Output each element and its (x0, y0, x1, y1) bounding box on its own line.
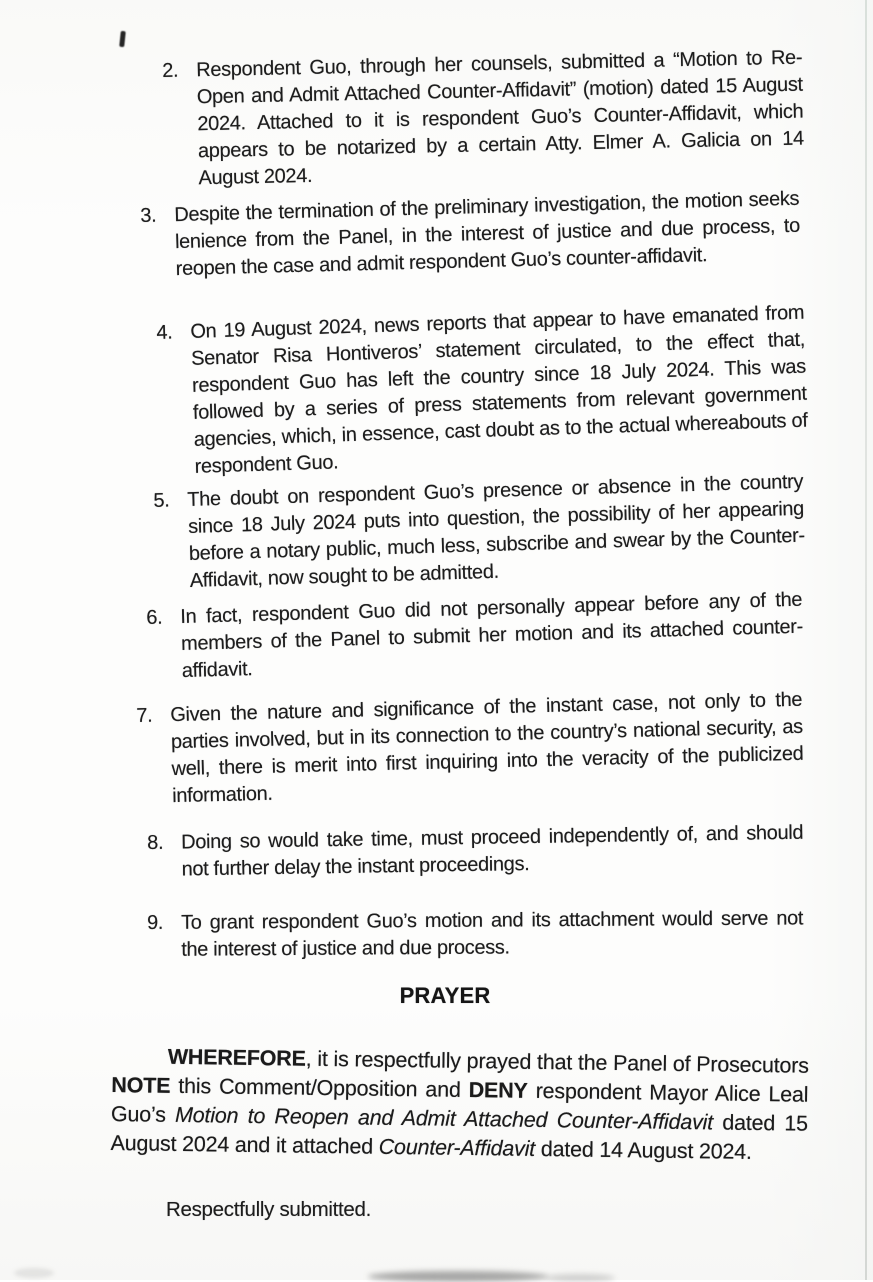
text-segment: , it is respectfully prayed that the Panel of Prosecutors (305, 1046, 809, 1078)
closing-line: Respectfully submitted. (166, 1198, 372, 1221)
paragraph-text: In fact, respondent Guo did not personally appear before any of the members of the Panel to submit her motion and its attached counter-affidavit. (180, 588, 804, 683)
paragraph-text: Despite the termination of the preliminary investigation, the motion seeks lenience from the Panel, in the interest of justice and due process, to reopen the case and admit respondent Guo’s counter-affidavit. (174, 187, 801, 281)
paragraph-8 (147, 820, 804, 884)
paragraph-number: 9. (147, 911, 164, 934)
paragraph-9 (147, 905, 803, 964)
text-segment: this Comment/Opposition and (170, 1073, 469, 1102)
paragraph-text: Respondent Guo, through her counsels, submitted a “Motion to Re-Open and Admit Attached Counter-Affidavit” (motion) dated 15 August 2024. Attached to it is respondent Guo’s Counter-Affidavit, which appears to be notarized by a certain Atty. Elmer A. Galicia on 14 August 2024. (196, 46, 805, 190)
paragraph-number: 5. (153, 489, 170, 512)
paragraph-text: Given the nature and significance of the instant case, not only to the parties involved, but in its connection to the country’s national security, as well, there is merit into first inquiring into the veracity of the publicized information. (170, 688, 804, 808)
paragraph-number: 3. (140, 204, 157, 227)
corner-shadow-artifact (14, 1268, 54, 1278)
text-segment: Motion to Reopen and Admit Attached Counter-Affidavit (174, 1102, 714, 1135)
paragraph-2 (162, 45, 805, 193)
text-segment: dated 15 August 2024 and it attached (110, 1110, 809, 1159)
paragraph-3 (140, 186, 801, 284)
paragraph-7 (136, 687, 804, 811)
paragraph-4 (156, 300, 809, 482)
paragraph-number: 8. (147, 831, 164, 854)
wherefore-paragraph (110, 1042, 809, 1168)
paragraph-number: 7. (136, 704, 153, 727)
paragraph-number: 2. (162, 59, 179, 82)
paragraph-number: 6. (146, 606, 163, 629)
bottom-ink-smudge (368, 1271, 548, 1282)
paragraph-text: On 19 August 2024, news reports that appear to have emanated from Senator Risa Hontiveros’ statement circulated, to the effect that, respondent Guo has left the country since 18 July 2024. This was followed by a series of press statements from relevant government agencies, which, in essence, cast doubt as to the actual whereabouts of respondent Guo. (190, 301, 808, 478)
text-segment: DENY (468, 1077, 528, 1103)
scan-edge-line (865, 0, 867, 1280)
paragraph-number: 4. (156, 321, 173, 344)
paragraph-text: The doubt on respondent Guo’s presence or absence in the country since 18 July 2024 puts into question, the possibility of her appearing before a notary public, much less, subscribe and swear by the Counter-Affidavit, now sought to be admitted. (187, 470, 806, 592)
bottom-ink-smudge (545, 1274, 615, 1282)
paragraph-text: To grant respondent Guo’s motion and its attachment would serve not the interest of justice and due process. (181, 907, 804, 961)
paragraph-text: Doing so would take time, must proceed independently of, and should not further delay the instant proceedings. (181, 821, 804, 881)
text-segment: respondent Mayor Alice Leal Guo’s (110, 1078, 809, 1127)
text-segment: WHEREFORE (167, 1044, 306, 1071)
paragraph-5 (153, 469, 806, 596)
text-segment: NOTE (111, 1072, 171, 1098)
prayer-heading: PRAYER (399, 983, 491, 1008)
paragraph-6 (146, 587, 804, 686)
text-segment: dated 14 August 2024. (534, 1136, 752, 1164)
ink-mark-artifact (119, 31, 126, 47)
text-segment: Counter-Affidavit (378, 1134, 536, 1161)
